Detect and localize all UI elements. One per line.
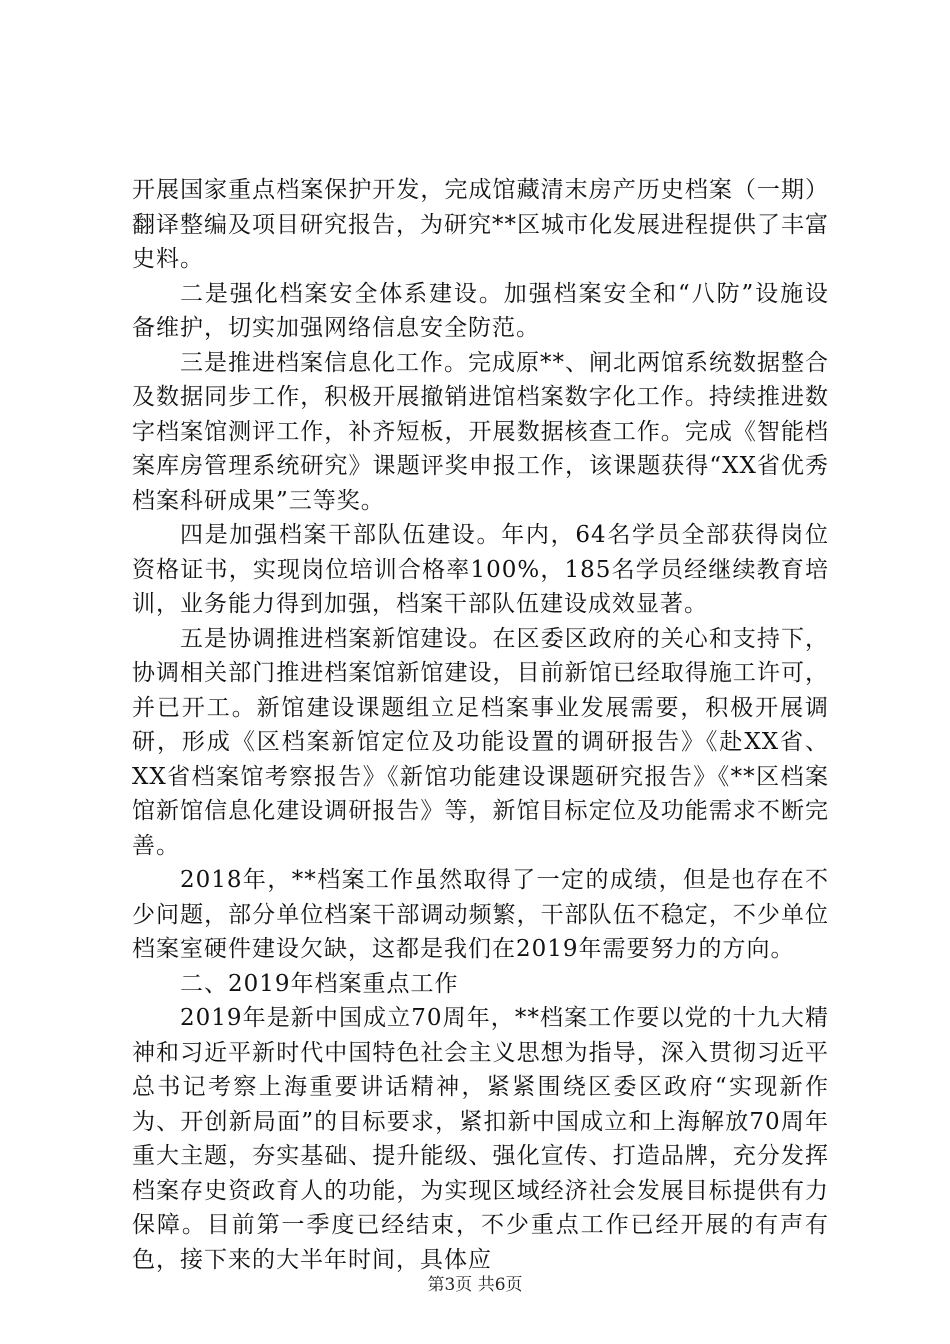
paragraph-informatization: 三是推进档案信息化工作。完成原**、闸北两馆系统数据整合及数据同步工作，积极开展撤销进馆档案数字化工作。持续推进数字档案馆测评工作，补齐短板，开展数据核查工作。完成《智能档案库房管理系统研究》课题评奖申报工作，该课题获得“XX省优秀档案科研成果”三等奖。	[132, 349, 829, 514]
document-body	[132, 173, 829, 1277]
paragraph-security: 二是强化档案安全体系建设。加强档案安全和“八防”设施设备维护，切实加强网络信息安全防范。	[132, 280, 829, 341]
paragraph-2019-plan: 2019年是新中国成立70周年，**档案工作要以党的十九大精神和习近平新时代中国特色社会主义思想为指导，深入贯彻习近平总书记考察上海重要讲话精神，紧紧围绕区委区政府“实现新作为、开创新局面”的目标要求，紧扣新中国成立和上海解放70周年重大主题，夯实基础、提升能级、强化宣传、打造品牌，充分发挥档案存史资政育人的功能，为实现区域经济社会发展目标提供有力保障。目前第一季度已经结束，不少重点工作已经开展的有声有色，接下来的大半年时间，具体应	[132, 1005, 829, 1273]
section-heading: 二、2019年档案重点工作	[180, 970, 459, 997]
paragraph-problems: 2018年，**档案工作虽然取得了一定的成绩，但是也存在不少问题，部分单位档案干部调动频繁，干部队伍不稳定，不少单位档案室硬件建设欠缺，这都是我们在2019年需要努力的方向。	[132, 867, 829, 962]
page-number: 第3页 共6页	[427, 1275, 523, 1295]
paragraph-staff: 四是加强档案干部队伍建设。年内，64名学员全部获得岗位资格证书，实现岗位培训合格率100%，185名学员经继续教育培训，业务能力得到加强，档案干部队伍建设成效显著。	[132, 522, 829, 617]
paragraph-new-building: 五是协调推进档案新馆建设。在区委区政府的关心和支持下，协调相关部门推进档案馆新馆建设，目前新馆已经取得施工许可，并已开工。新馆建设课题组立足档案事业发展需要，积极开展调研，形成《区档案新馆定位及功能设置的调研报告》《赴XX省、XX省档案馆考察报告》《新馆功能建设课题研究报告》《**区档案馆新馆信息化建设调研报告》等，新馆目标定位及功能需求不断完善。	[132, 625, 829, 859]
paragraph-continuation: 开展国家重点档案保护开发，完成馆藏清末房产历史档案（一期）翻译整编及项目研究报告，为研究**区城市化发展进程提供了丰富史料。	[132, 177, 829, 272]
